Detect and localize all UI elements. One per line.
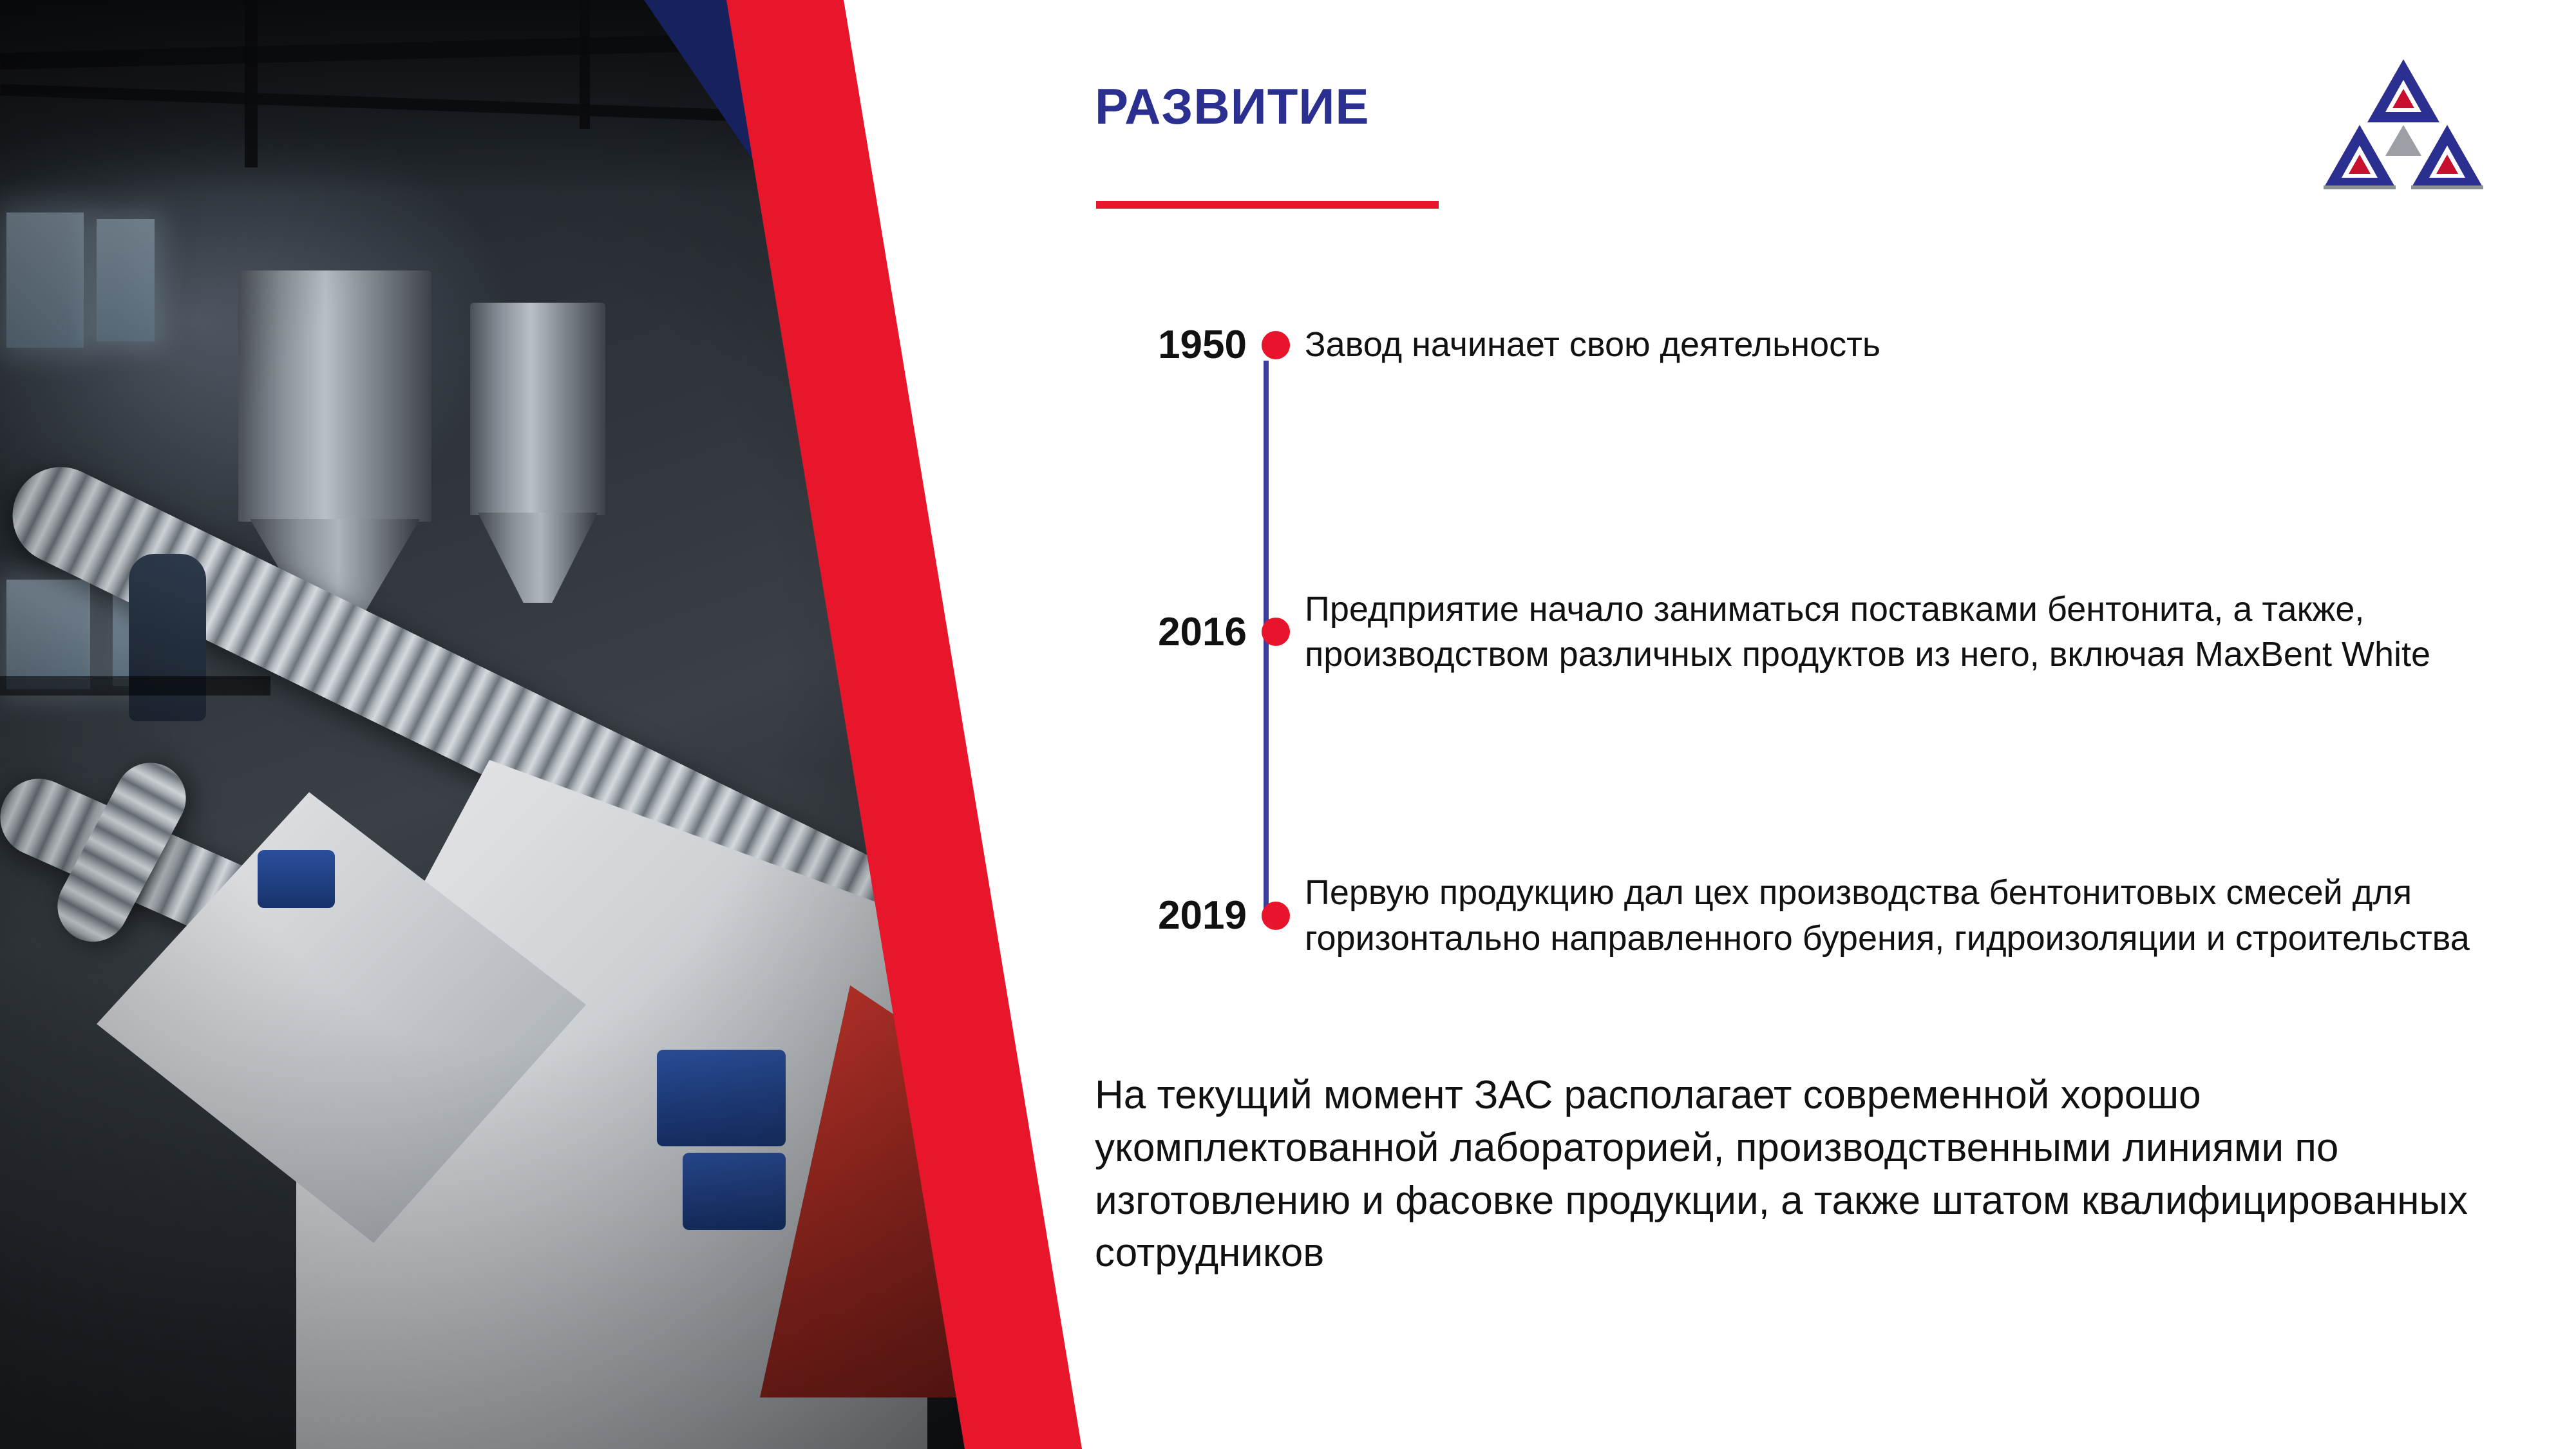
timeline-year: 1950 xyxy=(1158,323,1247,367)
timeline-marker xyxy=(1247,902,1305,930)
timeline-item xyxy=(1095,587,2499,677)
timeline-description: Первую продукцию дал цех производства бентонитовых смесей для горизонтально направленного бурения, гидроизоляции и строительства xyxy=(1305,873,2470,958)
timeline-description: Завод начинает свою деятельность xyxy=(1305,325,1881,365)
timeline-marker xyxy=(1247,331,1305,359)
timeline-dot-icon xyxy=(1262,331,1290,359)
timeline-description: Предприятие начало заниматься поставками бентонита, а также, производством различных продуктов из него, включая MaxBent White xyxy=(1305,590,2431,674)
timeline-year: 2019 xyxy=(1158,893,1247,938)
timeline xyxy=(1095,322,2499,961)
timeline-item xyxy=(1095,322,2499,368)
summary-paragraph: На текущий момент ЗАС располагает современной хорошо укомплектованной лабораторией, производственными линиями по изготовлению и фасовке продукции, а также штатом квалифицированных сотрудников xyxy=(1095,1073,2468,1276)
timeline-dot-icon xyxy=(1262,902,1290,930)
timeline-item xyxy=(1095,870,2499,960)
title-underline xyxy=(1096,201,1439,209)
company-triangle-logo xyxy=(2320,53,2487,201)
timeline-marker xyxy=(1247,618,1305,646)
timeline-year: 2016 xyxy=(1158,609,1247,654)
page-title: РАЗВИТИЕ xyxy=(1095,78,1370,135)
timeline-dot-icon xyxy=(1262,618,1290,646)
